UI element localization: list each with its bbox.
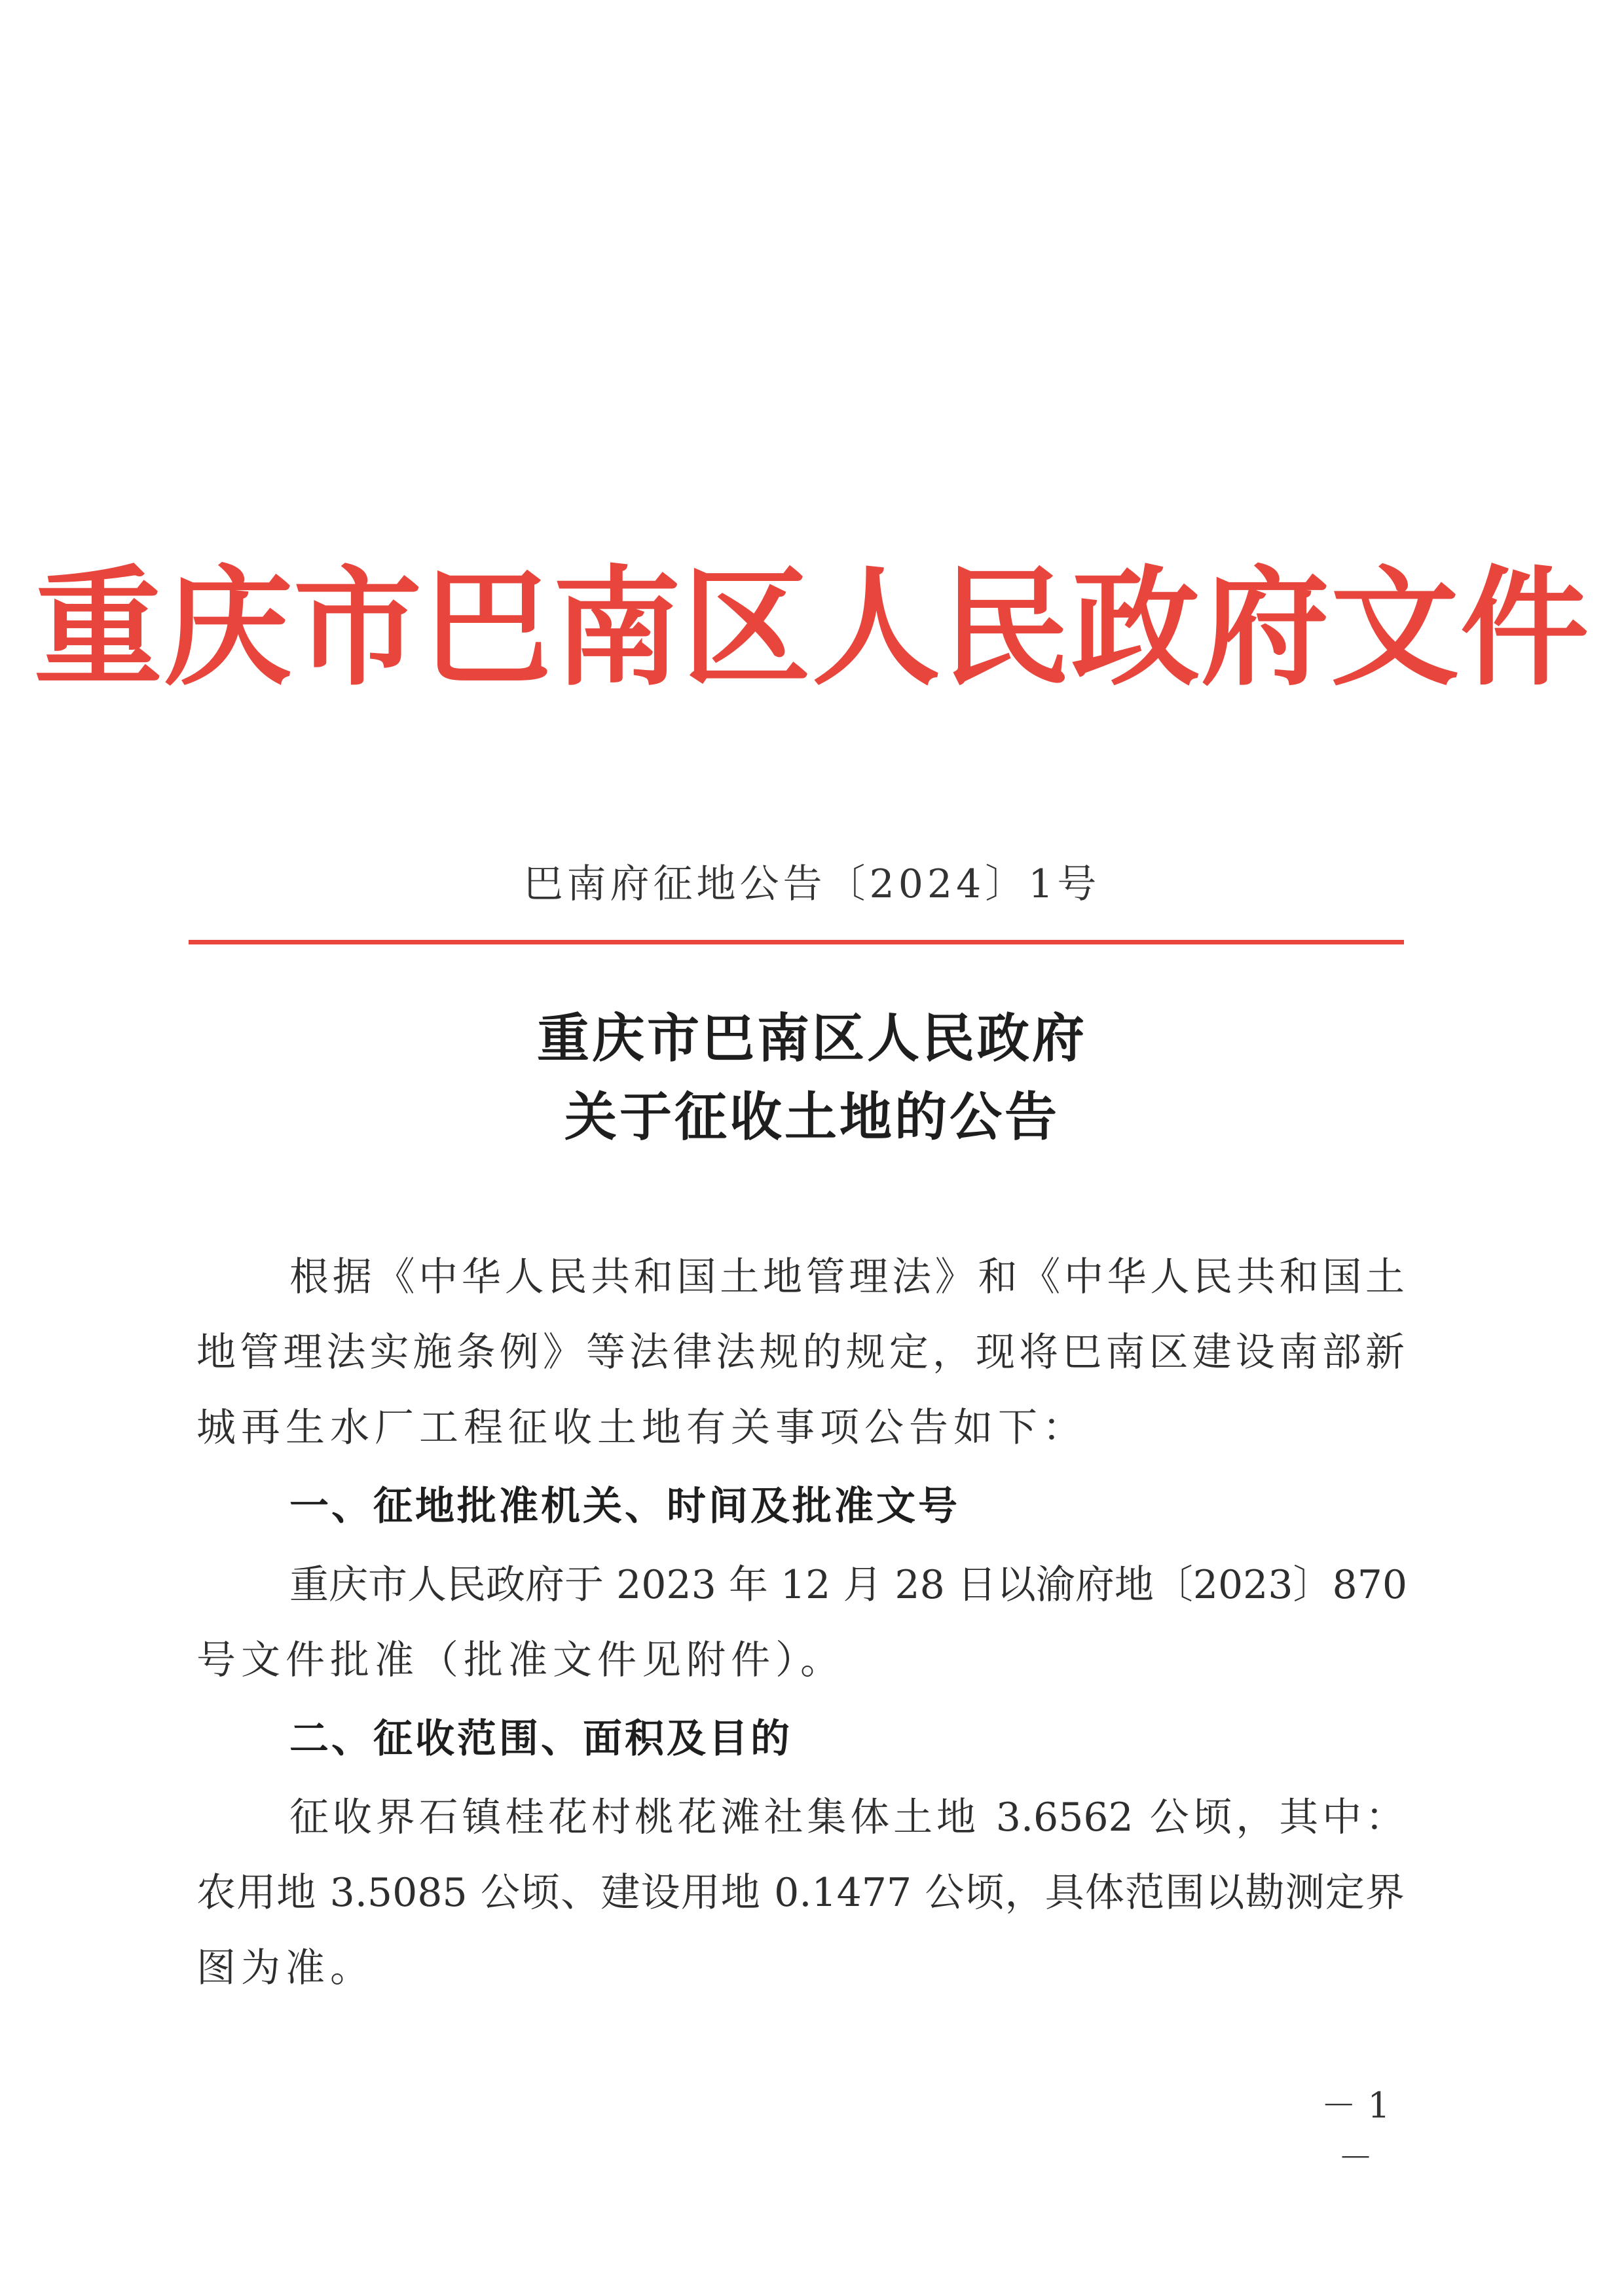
document-number: 巴南府征地公告〔2024〕1号 xyxy=(523,861,1101,907)
section-1-line-1: 重庆市人民政府于 2023 年 12 月 28 日以渝府地〔2023〕870 xyxy=(289,1562,1408,1608)
section-2-line-2: 农用地 3.5085 公顷、建设用地 0.1477 公顷，具体范围以勘测定界 xyxy=(196,1870,1405,1916)
document-masthead: 重庆市巴南区人民政府文件 xyxy=(33,554,1590,703)
intro-line-1: 根据《中华人民共和国土地管理法》和《中华人民共和国土 xyxy=(289,1254,1405,1300)
red-separator-line xyxy=(189,940,1404,944)
section-1-line-2: 号文件批准（批准文件见附件）。 xyxy=(196,1637,845,1683)
intro-line-2: 地管理法实施条例》等法律法规的规定，现将巴南区建设南部新 xyxy=(196,1330,1405,1375)
intro-line-3: 城再生水厂工程征收土地有关事项公告如下： xyxy=(196,1405,1087,1451)
notice-title-line-1: 重庆市巴南区人民政府 xyxy=(537,1007,1087,1069)
notice-title-line-2: 关于征收土地的公告 xyxy=(564,1086,1060,1148)
section-2-line-3: 图为准。 xyxy=(196,1945,375,1991)
section-2-line-1: 征收界石镇桂花村桃花滩社集体土地 3.6562 公顷，其中： xyxy=(289,1795,1405,1840)
section-1-heading: 一、征地批准机关、时间及批准文号 xyxy=(289,1483,960,1529)
page-number: － 1 － xyxy=(1321,2085,1390,2178)
section-2-heading: 二、征收范围、面积及目的 xyxy=(289,1716,792,1762)
